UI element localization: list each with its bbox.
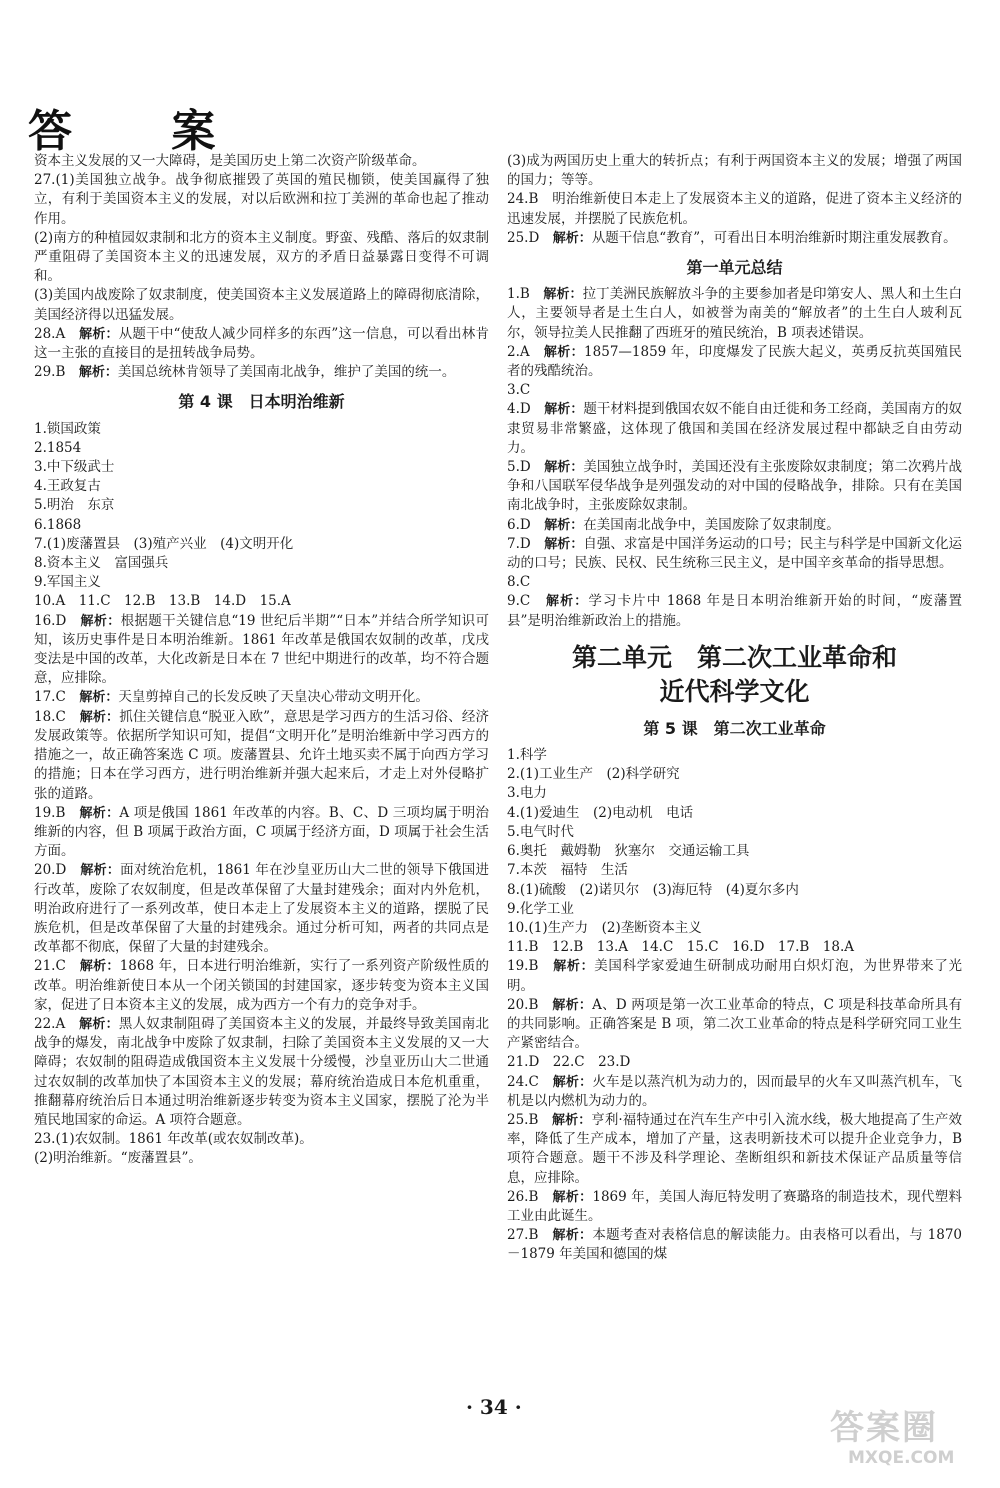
answer-line: 10.(1)生产力 (2)垄断资本主义: [507, 919, 702, 936]
answer-item: [34, 612, 489, 689]
answer-number: 2.A: [507, 343, 530, 360]
analysis-label: 解析：: [552, 1228, 593, 1244]
answer-item: [34, 957, 489, 1015]
analysis-label: 解析：: [79, 1016, 119, 1032]
answer-text: 学习卡片中 1868 年是日本明治维新开始的时间，“废藩置县”是明治维新政治上的措施。: [507, 593, 962, 629]
answer-line: 9.化学工业: [507, 900, 574, 917]
answer-line: 6.1868: [34, 516, 82, 533]
watermark-url: MXQE.COM: [848, 1448, 955, 1468]
analysis-label: 解析：: [552, 1112, 592, 1128]
unit-heading-line: 第二单元 第二次工业革命和: [571, 642, 897, 672]
answer-line: 2.(1)工业生产 (2)科学研究: [507, 766, 680, 783]
answer-item: [34, 325, 489, 363]
answer-number: 25.D: [507, 229, 540, 246]
answer-text: 1857—1859 年，印度爆发了民族大起义，英勇反抗英国殖民者的残酷统治。: [507, 343, 962, 380]
answer-item: [34, 861, 489, 957]
answer-item: [34, 688, 489, 707]
answer-text: 亨利·福特通过在汽车生产中引入流水线，极大地提高了生产效率，降低了生产成本，增加了产量，这表明新技术可以提升企业竞争力，B 项符合题意。题干不涉及科学理论、垄断组织和新技术保证产品质量等信息，应排除。: [507, 1111, 962, 1186]
answer-item: [507, 285, 962, 343]
answer-text: 1868 年，日本进行明治维新，实行了一系列资产阶级性质的改革。明治维新使日本从一个闭关锁国的封建国家，逐步转变为资本主义国家，促进了日本资本主义的发展，成为西方一个有力的竞争对手。: [34, 958, 489, 1013]
analysis-label: 解析：: [553, 959, 595, 975]
answer-line: 2.1854: [34, 439, 82, 456]
answer-number: 5.D: [507, 459, 531, 476]
answer-number: 17.C: [34, 689, 66, 706]
answer-line: 23.(1)农奴制。1861 年改革(或农奴制改革)。: [34, 1131, 313, 1148]
answer-line: 5.明治 东京: [34, 497, 115, 514]
answer-item: [507, 229, 962, 248]
answer-number: 26.B: [507, 1188, 539, 1205]
answer-number: 22.A: [34, 1015, 66, 1032]
answer-line: 11.B 12.B 13.A 14.C 15.C 16.D 17.B 18.A: [507, 939, 854, 956]
answer-number: 20.B: [507, 996, 539, 1013]
answer-line: 24.B 明治维新使日本走上了发展资本主义的道路，促进了资本主义经济的迅速发展，并摆脱了民族危机。: [507, 191, 962, 227]
answer-line: 27.(1)美国独立战争。战争彻底摧毁了英国的殖民枷锁，使美国赢得了独立，有利于美国资本主义的发展，对以后欧洲和拉丁美洲的革命也起了推动作用。: [34, 172, 489, 227]
answer-number: 21.C: [34, 958, 66, 975]
analysis-label: 解析：: [79, 690, 119, 706]
answer-text: 从题干中“使敌人减少同样多的东西”这一信息，可以看出林肯这一主张的直接目的是扭转战争局势。: [34, 325, 489, 362]
answer-item: [507, 592, 962, 630]
answer-item: [34, 1015, 489, 1130]
answer-number: 1.B: [507, 286, 530, 303]
answer-line: 7.本茨 福特 生活: [507, 862, 628, 879]
analysis-label: 解析：: [552, 997, 593, 1013]
answer-item: [507, 400, 962, 458]
analysis-label: 解析：: [79, 326, 119, 342]
answer-item: [507, 343, 962, 381]
answer-line: 5.电气时代: [507, 823, 574, 840]
answer-text: A 项是俄国 1861 年改革的内容。B、C、D 三项均属于明治维新的内容，但 B 项属于政治方面，C 项属于经济方面，D 项属于社会生活方面。: [34, 804, 489, 860]
answer-line: (3)成为两国历史上重大的转折点；有利于两国资本主义的发展；增强了两国的国力；等等。: [507, 153, 962, 189]
answer-item: [34, 708, 489, 804]
answer-text: 美国科学家爱迪生研制成功耐用白炽灯泡，为世界带来了光明。: [507, 958, 962, 994]
answer-text: 火车是以蒸汽机为动力的，因而最早的火车又叫蒸汽机车，飞机是以内燃机为动力的。: [507, 1073, 963, 1109]
answer-line: 4.(1)爱迪生 (2)电动机 电话: [507, 804, 694, 821]
answer-number: 20.D: [34, 862, 67, 879]
unit-heading-line: 近代科学文化: [659, 676, 810, 706]
answer-number: 4.D: [507, 401, 531, 418]
answer-item: [507, 996, 962, 1054]
section-heading: 第 5 课 第二次工业革命: [643, 718, 826, 738]
answer-number: 16.D: [34, 612, 67, 629]
answer-text: 自强、求富是中国洋务运动的口号；民主与科学是中国新文化运动的口号；民族、民权、民生统称三民主义，是中国辛亥革命的指导思想。: [507, 535, 963, 572]
answer-item: [507, 1073, 962, 1111]
answer-number: 28.A: [34, 325, 66, 342]
analysis-label: 解析：: [79, 959, 120, 975]
analysis-label: 解析：: [544, 460, 584, 476]
answer-text: 根据题干关键信息“19 世纪后半期”“日本”并结合所学知识可知，该历史事件是日本明治维新。1861 年改革是俄国农奴制的改革，戊戌变法是中国的改革，大化改新是日本在 7 世纪中期进行的改革，均不符合题意，应排除。: [34, 612, 489, 687]
left-column: [34, 152, 489, 1169]
answer-item: [507, 1188, 962, 1226]
analysis-label: 解析：: [79, 805, 120, 821]
answer-line: 3.C: [507, 382, 531, 399]
answer-text: 拉丁美洲民族解放斗争的主要参加者是印第安人、黑人和土生白人，主要领导者是土生白人，如被誉为南美的“解放者”的土生白人玻利瓦尔，领导拉美人民推翻了西班牙的殖民统治，B 项表述错误。: [507, 286, 963, 341]
analysis-label: 解析：: [552, 1074, 593, 1090]
analysis-label: 解析：: [552, 230, 592, 246]
answer-number: 7.D: [507, 535, 531, 552]
answer-line: 1.科学: [507, 747, 547, 764]
analysis-label: 解析：: [544, 536, 584, 552]
answer-number: 29.B: [34, 364, 66, 381]
answer-line: 3.中下级武士: [34, 459, 115, 476]
answer-text: 天皇剪掉自己的长发反映了天皇决心带动文明开化。: [118, 689, 429, 706]
analysis-label: 解析：: [80, 863, 121, 879]
answer-number: 6.D: [507, 516, 531, 533]
right-column: [507, 152, 962, 1265]
answer-text: 从题干信息“教育”，可看出日本明治维新时期注重发展教育。: [591, 229, 957, 246]
answer-text: 本题考查对表格信息的解读能力。由表格可以看出，与 1870－1879 年美国和德国的煤: [507, 1227, 962, 1263]
answer-line: 3.电力: [507, 785, 547, 802]
answer-number: 9.C: [507, 593, 531, 610]
answer-item: [34, 804, 489, 862]
answer-text: 美国独立战争时，美国还没有主张废除奴隶制度；第二次鸦片战争和八国联军侵华战争是列强发动的对中国的侵略战争，排除。只有在美国南北战争时，主张废除奴隶制。: [507, 459, 963, 514]
analysis-label: 解析：: [543, 344, 585, 360]
answer-number: 19.B: [507, 958, 539, 975]
answer-item: [34, 363, 489, 382]
answer-line: 资本主义发展的又一大障碍，是美国历史上第二次资产阶级革命。: [34, 153, 426, 169]
page-number: · 34 ·: [466, 1395, 522, 1419]
answer-number: 25.B: [507, 1111, 539, 1128]
section-heading: 第一单元总结: [686, 258, 783, 278]
page-title: 答 案: [28, 106, 258, 157]
answer-number: 24.C: [507, 1073, 539, 1090]
answer-line: 8.C: [507, 574, 531, 591]
answer-line: 9.军国主义: [34, 574, 101, 591]
answer-item: [507, 535, 962, 573]
answer-text: 抓住关键信息“脱亚入欧”，意思是学习西方的生活习俗、经济发展政策等。依据所学知识可知，提倡“文明开化”是明治维新中学习西方的措施之一，故正确答案选 C 项。废藩置县、允许土地买卖不属于向西方学习的措施；日本在学习西方，进行明治维新并强大起来后，才走上对外侵略扩张的道路。: [34, 708, 489, 802]
answer-text: 黑人奴隶制阻碍了美国资本主义的发展，并最终导致美国南北战争的爆发，南北战争中废除了奴隶制，扫除了美国资本主义发展的又一大障碍；农奴制的阻碍造成俄国资本主义发展十分缓慢，沙皇亚历山大二世通过农奴制的改革加快了本国资本主义的发展；幕府统治造成日本危机重重，推翻幕府统治后日本通过明治维新逐步转变为资本主义国家，摆脱了沦为半殖民地国家的命运。A 项符合题意。: [34, 1015, 489, 1128]
answer-number: 27.B: [507, 1227, 539, 1244]
analysis-label: 解析：: [80, 613, 121, 629]
answer-text: 面对统治危机，1861 年在沙皇亚历山大二世的领导下俄国进行改革，废除了农奴制度，但是改革保留了大量封建残余；面对内外危机，明治政府进行了一系列改革，使日本走上了发展资本主义的道路，摆脱了民族危机，但是改革保留了大量的封建残余。通过分析可知，两者的共同点是改革都不彻底，保留了大量的封建残余。: [34, 862, 489, 956]
section-heading: 第 4 课 日本明治维新: [178, 392, 345, 412]
analysis-label: 解析：: [543, 287, 583, 303]
answer-line: 6.奥托 戴姆勒 狄塞尔 交通运输工具: [507, 843, 750, 860]
answer-text: 1869 年，美国人海厄特发明了赛璐珞的制造技术，现代塑料工业由此诞生。: [507, 1188, 962, 1224]
analysis-label: 解析：: [544, 517, 584, 533]
answer-item: [507, 1226, 962, 1264]
unit-heading: [507, 641, 962, 709]
watermark: [830, 1400, 990, 1480]
analysis-label: 解析：: [552, 1189, 593, 1205]
analysis-label: 解析：: [79, 709, 120, 725]
answer-line: (2)南方的种植园奴隶制和北方的资本主义制度。野蛮、残酷、落后的奴隶制严重阻碍了美国资本主义的迅速发展，双方的矛盾日益暴露日变得不可调和。: [34, 229, 489, 285]
answer-item: [507, 458, 962, 516]
answer-line: 8.资本主义 富国强兵: [34, 555, 169, 572]
answer-line: 21.D 22.C 23.D: [507, 1054, 631, 1071]
answer-line: (2)明治维新。“废藩置县”。: [34, 1150, 202, 1167]
answer-item: [507, 516, 962, 535]
answer-line: 8.(1)硫酸 (2)诺贝尔 (3)海厄特 (4)夏尔多内: [507, 881, 799, 898]
watermark-logo: 答案圈: [830, 1408, 938, 1448]
answer-line: 4.王政复古: [34, 478, 101, 495]
analysis-label: 解析：: [78, 365, 118, 381]
answer-number: 19.B: [34, 804, 66, 821]
answer-text: 美国总统林肯领导了美国南北战争，维护了美国的统一。: [117, 364, 456, 381]
answer-line: 10.A 11.C 12.B 13.B 14.D 15.A: [34, 593, 291, 610]
answer-number: 18.C: [34, 708, 66, 725]
analysis-label: 解析：: [545, 594, 589, 610]
answer-line: (3)美国内战废除了奴隶制度，使美国资本主义发展道路上的障碍彻底清除，美国经济得以迅猛发展。: [34, 287, 489, 323]
answer-item: [507, 957, 962, 995]
analysis-label: 解析：: [544, 402, 584, 418]
answer-line: 1.锁国政策: [34, 420, 101, 437]
answer-text: A、D 两项是第一次工业革命的特点，C 项是科技革命所具有的共同影响。正确答案是 B 项，第二次工业革命的特点是科学研究同工业生产紧密结合。: [507, 996, 963, 1052]
answer-text: 在美国南北战争中，美国废除了奴隶制度。: [583, 516, 840, 533]
answer-text: 题干材料提到俄国农奴不能自由迁徙和务工经商，美国南方的奴隶贸易非常繁盛，这体现了俄国和美国在经济发展过程中都缺乏自由劳动力。: [507, 401, 963, 456]
answer-line: 7.(1)废藩置县 (3)殖产兴业 (4)文明开化: [34, 535, 294, 552]
answer-item: [507, 1111, 962, 1188]
